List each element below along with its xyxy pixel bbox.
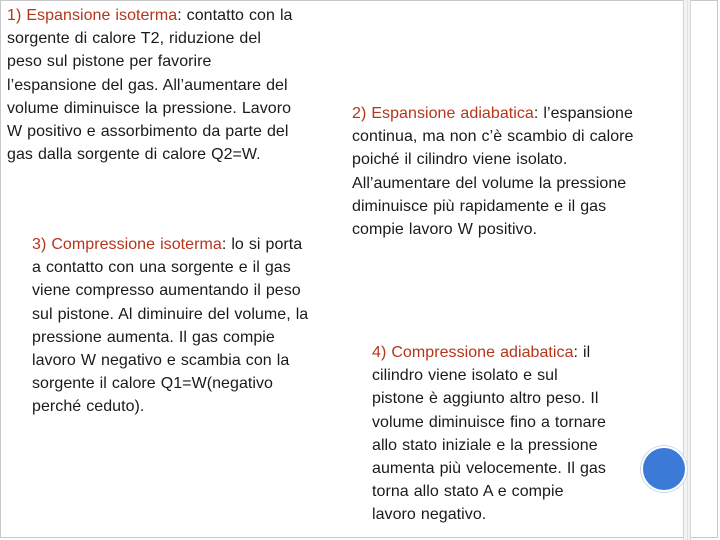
block-heading: 3) Compressione isoterma bbox=[32, 236, 222, 253]
text-line: compie lavoro W positivo. bbox=[352, 221, 538, 239]
text-line: lavoro negativo. bbox=[372, 506, 487, 524]
text-line-rest: : contatto con la bbox=[177, 7, 293, 24]
text-line: poiché il cilindro viene isolato. bbox=[352, 151, 568, 169]
text-line: pistone è aggiunto altro peso. Il bbox=[372, 390, 599, 408]
text-line: continua, ma non c’è scambio di calore bbox=[352, 128, 634, 146]
text-line: l’espansione del gas. All’aumentare del bbox=[7, 76, 288, 94]
text-line: sul pistone. Al diminuire del volume, la bbox=[32, 305, 309, 323]
text-line: All’aumentare del volume la pressione bbox=[352, 174, 627, 192]
text-line: lavoro W negativo e scambia con la bbox=[32, 352, 290, 370]
text-line-rest: : l’espansione bbox=[533, 105, 633, 122]
text-line: W positivo e assorbimento da parte del bbox=[7, 123, 289, 141]
text-line: peso sul pistone per favorire bbox=[7, 53, 212, 71]
text-line-rest: : il bbox=[573, 344, 591, 361]
text-line: sorgente il calore Q1=W(negativo bbox=[32, 375, 273, 393]
text-line: perché ceduto). bbox=[32, 398, 145, 416]
text-line: gas dalla sorgente di calore Q2=W. bbox=[7, 146, 261, 164]
text-block-isothermal-compression bbox=[32, 233, 308, 419]
text-block-adiabatic-compression bbox=[372, 341, 606, 527]
text-block-adiabatic-expansion bbox=[352, 102, 634, 241]
text-line: sorgente di calore T2, riduzione del bbox=[7, 30, 261, 48]
text-line bbox=[32, 233, 308, 256]
text-line: pressione aumenta. Il gas compie bbox=[32, 328, 275, 346]
text-line bbox=[372, 341, 606, 364]
text-line: aumenta più velocemente. Il gas bbox=[372, 460, 606, 478]
text-line bbox=[7, 4, 293, 27]
text-line bbox=[352, 102, 634, 125]
text-line: cilindro viene isolato e sul bbox=[372, 367, 558, 385]
decorative-circle bbox=[641, 446, 687, 492]
text-line: torna allo stato A e compie bbox=[372, 483, 564, 501]
text-line: volume diminuisce la pressione. Lavoro bbox=[7, 99, 292, 117]
block-heading: 4) Compressione adiabatica bbox=[372, 344, 574, 361]
block-heading: 1) Espansione isoterma bbox=[7, 7, 178, 24]
text-line: diminuisce più rapidamente e il gas bbox=[352, 197, 607, 215]
text-line: a contatto con una sorgente e il gas bbox=[32, 259, 291, 277]
block-heading: 2) Espansione adiabatica bbox=[352, 105, 534, 122]
text-line: allo stato iniziale e la pressione bbox=[372, 436, 598, 454]
text-line-rest: : lo si porta bbox=[221, 236, 303, 253]
text-line: volume diminuisce fino a tornare bbox=[372, 413, 606, 431]
text-line: viene compresso aumentando il peso bbox=[32, 282, 301, 300]
text-block-isothermal-expansion bbox=[7, 4, 293, 166]
